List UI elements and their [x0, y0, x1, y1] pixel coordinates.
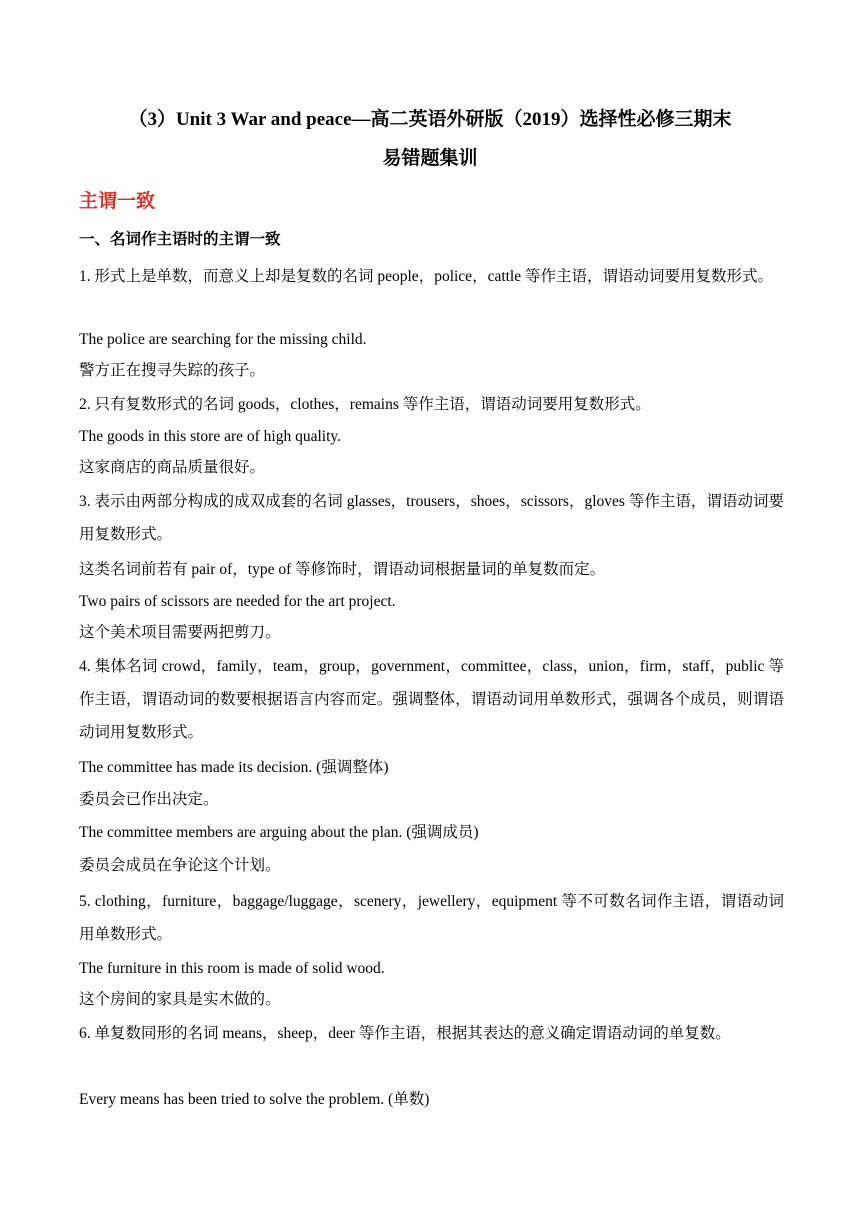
paragraph: 3. 表示由两部分构成的成双成套的名词 glasses，trousers，shoes，scissors，gloves 等作主语，谓语动词要用复数形式。	[79, 493, 784, 543]
paragraph: 委员会已作出决定。	[79, 791, 219, 808]
paragraph: 1. 形式上是单数，而意义上却是复数的名词 people，police，cattle 等作主语，谓语动词要用复数形式。	[79, 268, 773, 285]
paragraph: Every means has been tried to solve the problem. (单数)	[79, 1091, 430, 1108]
paragraph: 警方正在搜寻失踪的孩子。	[79, 362, 266, 379]
paragraph: 4. 集体名词 crowd，family，team，group，government，committee，class，union，firm，staff，public 等作主语，谓语动词的数要根据语言内容而定。强调整体，谓语动词用单数形式，强调各个成员，则谓语动词用复数形式。	[79, 658, 784, 741]
paragraph: 6. 单复数同形的名词 means，sheep，deer 等作主语，根据其表达的意义确定谓语动词的单复数。	[79, 1025, 731, 1042]
paragraph: 这个房间的家具是实木做的。	[79, 991, 281, 1008]
paragraph: 委员会成员在争论这个计划。	[79, 857, 281, 874]
paragraph: The police are searching for the missing child.	[79, 331, 367, 348]
paragraph: 2. 只有复数形式的名词 goods，clothes，remains 等作主语，谓语动词要用复数形式。	[79, 396, 651, 413]
title-line-1: （3）Unit 3 War and peace—高二英语外研版（2019）选择性必修三期末	[128, 109, 732, 130]
title-line-2: 易错题集训	[382, 148, 478, 169]
paragraph: Two pairs of scissors are needed for the art project.	[79, 593, 396, 610]
paragraph: The committee members are arguing about the plan. (强调成员)	[79, 824, 479, 841]
paragraph: 这个美术项目需要两把剪刀。	[79, 624, 281, 641]
section-heading: 主谓一致	[79, 191, 156, 212]
paragraph: The furniture in this room is made of solid wood.	[79, 960, 385, 977]
paragraph: 这家商店的商品质量很好。	[79, 459, 266, 476]
paragraph: The goods in this store are of high quality.	[79, 428, 342, 445]
paragraph: 这类名词前若有 pair of，type of 等修饰时，谓语动词根据量词的单复数而定。	[79, 561, 606, 578]
paragraph: The committee has made its decision. (强调整体)	[79, 759, 389, 776]
document-title	[60, 100, 800, 178]
sub-heading: 一、名词作主语时的主谓一致	[79, 231, 281, 248]
paragraph: 5. clothing，furniture，baggage/luggage，scenery，jewellery，equipment 等不可数名词作主语，谓语动词用单数形式。	[79, 893, 784, 943]
